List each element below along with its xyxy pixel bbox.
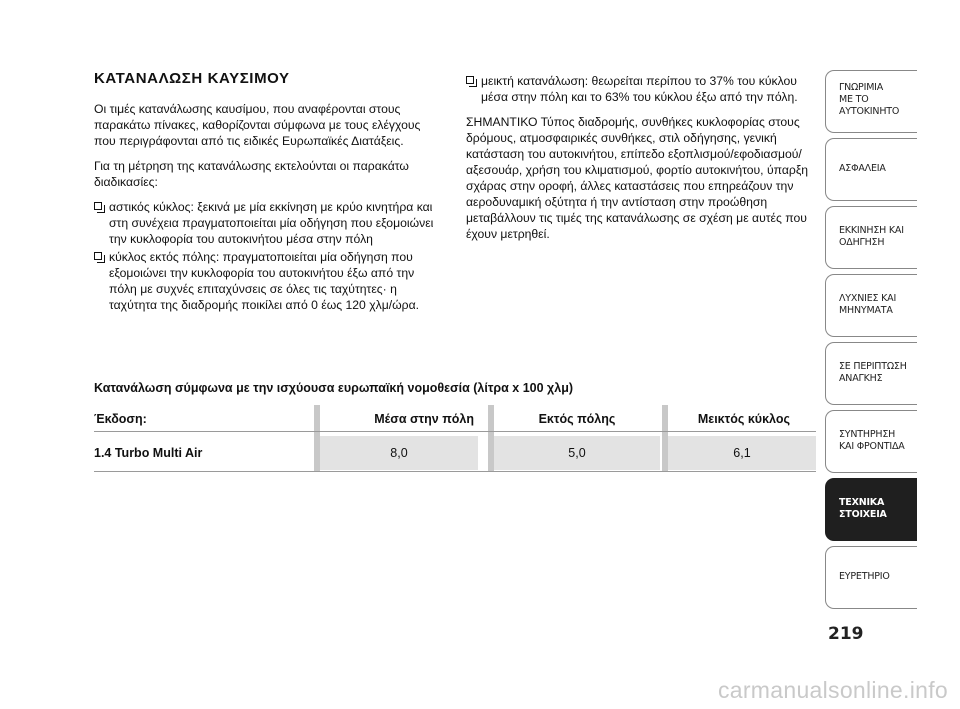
tab-label: ΜΗΝΥΜΑΤΑ (839, 305, 893, 316)
header-version: Έκδοση: (94, 412, 147, 426)
tab-label: ΛΥΧΝΙΕΣ ΚΑΙ (839, 293, 897, 304)
watermark: carmanualsonline.info (717, 677, 948, 703)
tab-know-the-car[interactable] (825, 70, 917, 133)
tab-label: ΚΑΙ ΦΡΟΝΤΙΔΑ (839, 441, 905, 452)
header-extra-urban: Εκτός πόλης (538, 412, 616, 426)
tab-label: ΣΕ ΠΕΡΙΠΤΩΣΗ (839, 361, 907, 372)
table-bottom-divider (94, 471, 816, 472)
bullet-extra-urban-cycle (94, 249, 440, 313)
tab-label: ΣΥΝΤΗΡΗΣΗ (839, 429, 896, 440)
left-column (94, 70, 440, 315)
tab-emergency[interactable] (825, 342, 917, 405)
right-column (466, 73, 816, 251)
tab-label: ΣΤΟΙΧΕΙΑ (839, 509, 887, 520)
checkbox-bullet-icon (94, 252, 102, 260)
tab-index[interactable] (825, 546, 917, 609)
tab-label: ΕΥΡΕΤΗΡΙΟ (839, 571, 890, 582)
tab-maintenance[interactable] (825, 410, 917, 473)
checkbox-bullet-icon (94, 202, 102, 210)
cell-extra-urban: 5,0 (494, 436, 660, 470)
tab-label: ΤΕΧΝΙΚΑ (839, 497, 885, 508)
header-combined: Μεικτός κύκλος (697, 412, 790, 426)
table-title: Κατανάλωση σύμφωνα με την ισχύουσα ευρωπαϊκή νομοθεσία (λίτρα x 100 χλμ) (94, 381, 574, 395)
tab-technical-data[interactable] (825, 478, 917, 541)
page-title: ΚΑΤΑΝΑΛΩΣΗ ΚΑΥΣΙΜΟΥ (94, 70, 290, 87)
checkbox-bullet-icon (466, 76, 474, 84)
tab-label: ΟΔΗΓΗΣΗ (839, 237, 885, 248)
tab-label: ΑΣΦΑΛΕΙΑ (839, 163, 886, 174)
tab-label: ΕΚΚΙΝΗΣΗ ΚΑΙ (839, 225, 904, 236)
consumption-table (94, 405, 816, 470)
table-header-row (94, 405, 816, 433)
tab-label: ΓΝΩΡΙΜΙΑ (839, 82, 884, 93)
bullet-text: αστικός κύκλος: ξεκινά με μία εκκίνηση με κρύο κινητήρα και στη συνέχεια πραγματοποιείται μία οδήγηση που εξομοιώνει την κυκλοφορία του αυτοκινήτου μέσα στην πόλη (109, 200, 434, 246)
header-divider (94, 431, 816, 432)
table-row (94, 436, 816, 470)
chapter-tabs (825, 70, 917, 614)
tab-warning-lights[interactable] (825, 274, 917, 337)
cell-combined: 6,1 (668, 436, 816, 470)
bullet-text: κύκλος εκτός πόλης: πραγματοποιείται μία οδήγηση που εξομοιώνει την κυκλοφορία του αυτοκινήτου έξω από την πόλη με συχνές επιταχύνσεις σε όλες τις ταχύτητες· η ταχύτητα της διαδρομής ποικίλει από 0 έως 120 χλμ/ώρα. (109, 250, 419, 312)
intro-paragraph: Οι τιμές κατανάλωσης καυσίμου, που αναφέρονται στους παρακάτω πίνακες, καθορίζονται σύμφωνα με τους ελέγχους που περιγράφονται από τις ειδικές Ευρωπαϊκές Διατάξεις. (94, 102, 421, 148)
page-number: 219 (828, 624, 864, 644)
cell-city: 8,0 (320, 436, 478, 470)
tab-safety[interactable] (825, 138, 917, 201)
header-city: Μέσα στην πόλη (374, 412, 474, 426)
tab-label: ΜΕ ΤΟ (839, 94, 869, 105)
bullet-urban-cycle (94, 199, 440, 247)
cell-version: 1.4 Turbo Multi Air (94, 446, 203, 460)
important-note: ΣΗΜΑΝΤΙΚΟ Τύπος διαδρομής, συνθήκες κυκλοφορίας στους δρόμους, ατμοσφαιρικές συνθήκες, στιλ οδήγησης, γενική κατάσταση του αυτοκινήτου, επίπεδο εξοπλισμού/εφοδιασμού/αξεσουάρ, χρήση του κλιματισμού, φορτίο αυτοκινήτου, ύπαρξη σχάρας στην οροφή, άλλες καταστάσεις που επηρεάζουν την αεροδυναμική οξύτητα ή την αντίσταση στην προώθηση μεταβάλλουν τις τιμές της κατανάλωσης σε σχέση με αυτές που έχουν μετρηθεί. (466, 115, 809, 241)
bullet-text: μεικτή κατανάλωση: θεωρείται περίπου το 37% του κύκλου μέσα στην πόλη και το 63% του κύκλου έξω από την πόλη. (481, 74, 798, 104)
tab-starting-driving[interactable] (825, 206, 917, 269)
tab-label: ΑΝΑΓΚΗΣ (839, 373, 883, 384)
lead-paragraph: Για τη μέτρηση της κατανάλωσης εκτελούνται οι παρακάτω διαδικασίες: (94, 159, 409, 189)
bullet-combined-cycle (466, 73, 816, 105)
tab-label: ΑΥΤΟΚΙΝΗΤΟ (839, 106, 900, 117)
